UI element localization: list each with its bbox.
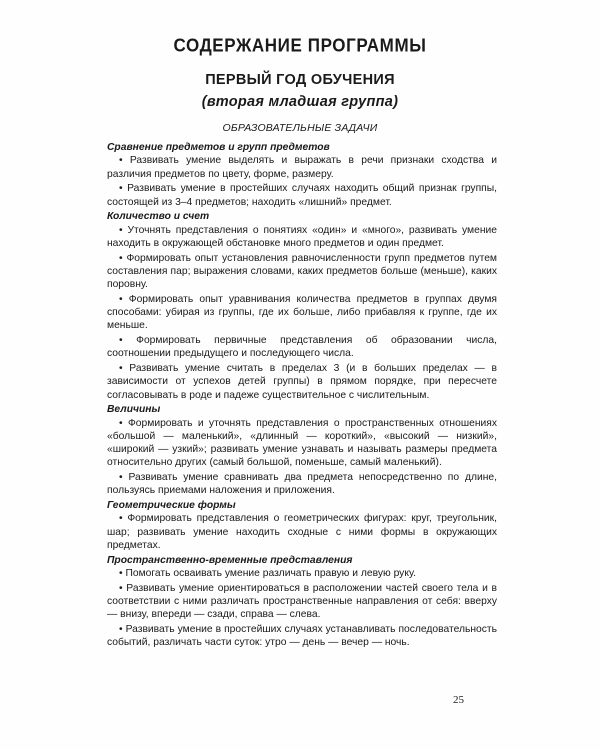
bullet-item: • Помогать осваивать умение различать правую и левую руку.	[119, 567, 416, 579]
tasks-heading: ОБРАЗОВАТЕЛЬНЫЕ ЗАДАЧИ	[222, 122, 378, 134]
section-title-magnitudes: Величины	[107, 404, 161, 416]
section-title-space-time: Пространственно-временные представления	[107, 554, 353, 566]
section-title-geometry: Геометрические формы	[107, 500, 236, 511]
page-title: СОДЕРЖАНИЕ ПРОГРАММЫ	[173, 35, 427, 56]
bullet-item: • Формировать представления о геометрических фигурах: круг, треугольник, шар; развивать умение находить сходные с ними формы в окружающих предметах.	[107, 513, 497, 551]
bullet-item: • Развивать умение в простейших случаях устанавливать последовательность событий, различать части суток: утро — день — вечер — ночь.	[107, 623, 497, 648]
year-heading: ПЕРВЫЙ ГОД ОБУЧЕНИЯ	[205, 72, 395, 88]
group-subheading: (вторая младшая группа)	[201, 94, 399, 110]
bullet-item: • Развивать умение в простейших случаях находить общий признак группы, состоящей из 3–4 предметов; находить «лишний» предмет.	[107, 183, 497, 208]
section-title-quantity: Количество и счет	[107, 211, 210, 223]
page-number: 25	[453, 694, 464, 706]
bullet-item: • Формировать и уточнять представления о пространственных отношениях «большой — маленький», «длинный — короткий», «высокий — низкий», «широкий — узкий»; развивать умение узнавать и называть размеры предмета относительно других (самый большой, поменьше, самый маленький).	[107, 417, 497, 469]
bullet-item: • Формировать опыт установления равночисленности групп предметов путем составления пар; выражения словами, каких предметов больше (меньше), каких поровну.	[107, 252, 497, 290]
bullet-item: • Развивать умение выделять и выражать в речи признаки сходства и различия предметов по цвету, форме, размеру.	[107, 155, 497, 180]
bullet-item: • Формировать первичные представления об образовании числа, соотношении предыдущего и последующего числа.	[107, 335, 497, 360]
bullet-item: • Развивать умение считать в пределах 3 (и в больших пределах — в зависимости от успехов детей группы) в прямом порядке, при пересчете согласовывать в роде и падеже существительное с числительным.	[107, 363, 497, 401]
bullet-item: • Уточнять представления о понятиях «один» и «много», развивать умение находить в окружающей обстановке много предметов и один предмет.	[107, 224, 497, 249]
program-content	[107, 141, 497, 651]
bullet-item: • Формировать опыт уравнивания количества предметов в группах двумя способами: убирая из группы, где их больше, либо прибавляя к группе, где их меньше.	[107, 293, 497, 332]
section-title-comparison: Сравнение предметов и групп предметов	[107, 142, 330, 153]
bullet-item: • Развивать умение ориентироваться в расположении частей своего тела и в соответствии с ними различать пространственные направления от себя: вверху — внизу, впереди — сзади, справа — слева.	[107, 582, 497, 620]
bullet-item: • Развивать умение сравнивать два предмета непосредственно по длине, пользуясь приемами наложения и приложения.	[107, 472, 497, 497]
